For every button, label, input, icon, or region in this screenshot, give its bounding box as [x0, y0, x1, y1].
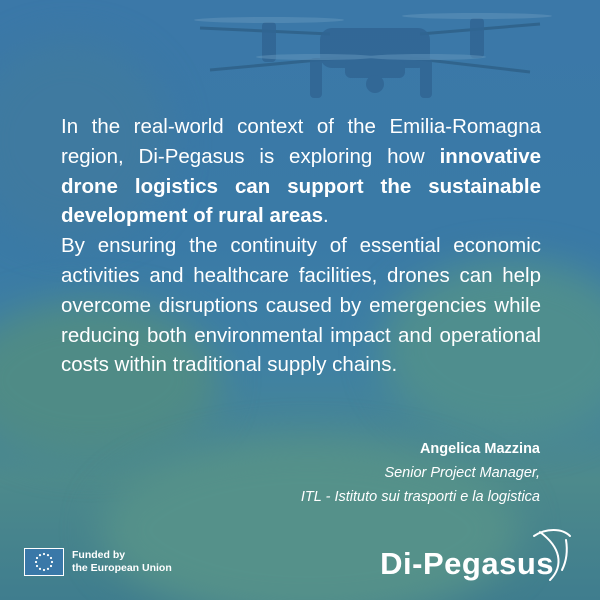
eu-funding-line-2: the European Union: [72, 562, 172, 574]
quote-paragraph-2: By ensuring the continuity of essential economic activities and healthcare facilities, drones can help overcome disruptions caused by emergencies while reducing both environmental impact and operational costs within traditional supply chains.: [61, 234, 541, 377]
eu-funding-text: [72, 549, 172, 575]
attribution: [301, 437, 540, 509]
pegasus-wing-icon: [526, 526, 574, 584]
logo-text: Di-Pegasus: [380, 546, 554, 581]
author-organization: ITL - Istituto sui trasporti e la logistica: [300, 489, 540, 505]
quote-text: [61, 112, 541, 380]
quote-text-intro: In the real-world context of the Emilia-Romagna region, Di-Pegasus is exploring how: [61, 115, 541, 168]
eu-flag-icon: [24, 548, 64, 576]
author-name: Angelica Mazzina: [419, 441, 540, 457]
eu-funding-badge: [24, 548, 172, 576]
di-pegasus-logo: [374, 526, 574, 586]
drone-image: [170, 0, 570, 120]
author-role: Senior Project Manager,: [384, 465, 540, 481]
quote-paragraph-1: [61, 112, 541, 231]
quote-text-highlight: innovative drone logistics can support the sustainable development of rural areas: [61, 144, 541, 228]
eu-funding-line-1: Funded by: [72, 549, 126, 561]
quote-text-period: .: [323, 204, 329, 228]
